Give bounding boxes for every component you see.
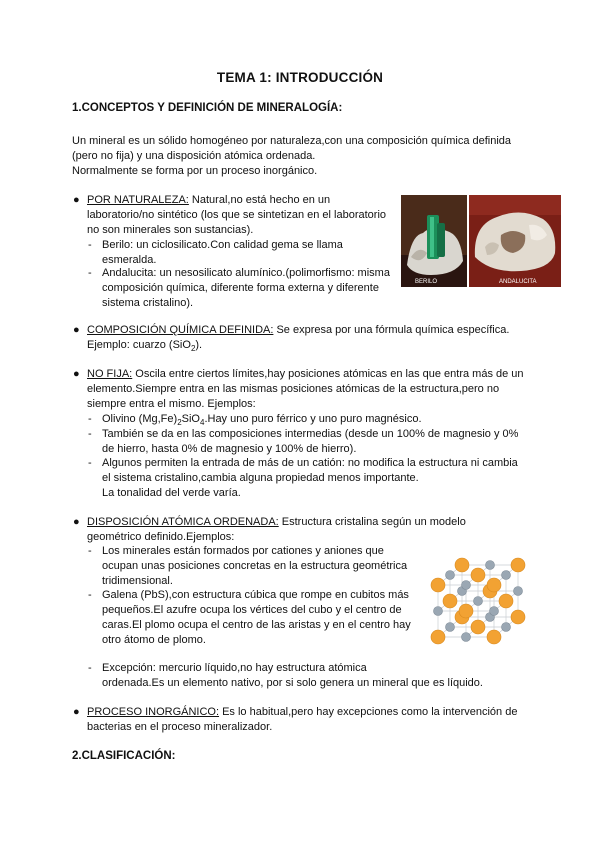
bullet-icon: ● <box>73 194 80 206</box>
sulfur-atom <box>487 630 501 644</box>
sub-item-andalucita <box>102 266 402 311</box>
sulfur-atom <box>455 558 469 572</box>
bullet-icon: ● <box>73 324 80 336</box>
sulfur-atom <box>499 594 513 608</box>
disposicion-block <box>87 515 507 545</box>
sub-item-intermedias <box>102 427 552 457</box>
sulfur-atom <box>443 594 457 608</box>
intro-line: (pero no fija) y una disposición atómica ordenada. <box>72 150 316 162</box>
sub-item-line: tridimensional. <box>102 575 173 587</box>
dash-icon: - <box>88 545 92 557</box>
sub-item-line: También se da en las composiciones intermedias (desde un 100% de magnesio y 0% <box>102 428 519 440</box>
sub-item-line: sistema cristalino). <box>102 297 194 309</box>
composicion-text: ). <box>195 339 203 351</box>
naturaleza-label: POR NATURALEZA: <box>87 194 189 206</box>
page-title: TEMA 1: INTRODUCCIÓN <box>216 70 384 85</box>
sub-item-berilo <box>102 238 402 268</box>
dash-icon: - <box>88 662 92 674</box>
bullet-icon: ● <box>73 706 80 718</box>
sulfur-atom <box>511 610 525 624</box>
sulfur-atom <box>431 630 445 644</box>
intro-paragraph <box>72 134 532 179</box>
section-heading-1: 1.CONCEPTOS Y DEFINICIÓN DE MINERALOGÍA: <box>72 102 343 114</box>
sub-item-cationes <box>102 544 432 589</box>
lead-atom <box>514 587 523 596</box>
nofija-text: Oscila entre ciertos límites,hay posiciones atómicas en las que entra más de un <box>132 368 524 380</box>
sub-item-line: Galena (PbS),con estructura cúbica que rompe en cubitos más <box>102 589 409 601</box>
lead-atom <box>446 571 455 580</box>
sub-item-mercurio <box>102 661 542 691</box>
sub-item-text: Olivino (Mg,Fe) <box>102 413 178 425</box>
sub-item-line: Andalucita: un nesosilicato alumínico.(polimorfismo: misma <box>102 267 390 279</box>
nofija-text: siempre entra el mismo. Ejemplos: <box>87 398 256 410</box>
mineral-photos-graphic <box>401 195 561 287</box>
sulfur-atom <box>471 620 485 634</box>
sub-item-line: La tonalidad del verde varía. <box>102 487 241 499</box>
sub-item-line: pequeños.El azufre ocupa los vértices del cubo y el centro de <box>102 604 402 616</box>
lead-atom <box>462 633 471 642</box>
naturaleza-text: laboratorio/no sintético (los que se sintetizan en el laboratorio <box>87 209 387 221</box>
subscript: 2 <box>190 344 196 354</box>
sub-item-text: .Hay uno puro férrico y uno puro magnésico. <box>204 413 422 425</box>
sub-item-line: caras.El plomo ocupa el centro de las aristas y en el centro hay <box>102 619 411 631</box>
mineral-photos <box>401 195 561 287</box>
section-heading-2: 2.CLASIFICACIÓN: <box>72 750 176 762</box>
intro-line: Un mineral es un sólido homogéneo por naturaleza,con una composición química definida <box>72 135 512 147</box>
sub-item-line: ocupan unas posiciones concretas en la estructura geométrica <box>102 560 408 572</box>
photo-label-berilo: BERILO <box>415 279 438 285</box>
dash-icon: - <box>88 589 92 601</box>
composicion-label: COMPOSICIÓN QUÍMICA DEFINIDA: <box>87 324 274 336</box>
sub-item-line: esmeralda. <box>102 254 157 266</box>
sulfur-atom <box>431 578 445 592</box>
sulfur-atom <box>511 558 525 572</box>
sub-item-line: Berilo: un ciclosilicato.Con calidad gema se llama <box>102 239 343 251</box>
lead-atom <box>490 607 499 616</box>
disposicion-text: geométrico definido.Ejemplos: <box>87 531 235 543</box>
sub-item-line: el sistema cristalino,cambia alguna propiedad menos importante. <box>102 472 419 484</box>
sub-item-line: composición química, diferente forma externa y diferente <box>102 282 379 294</box>
subscript: 2 <box>177 418 182 428</box>
naturaleza-text: Natural,no está hecho en un <box>188 194 331 206</box>
disposicion-label: DISPOSICIÓN ATÓMICA ORDENADA: <box>87 516 279 528</box>
nofija-block <box>87 367 557 412</box>
subscript: 4 <box>199 418 205 428</box>
lead-atom <box>462 581 471 590</box>
lead-atom <box>446 623 455 632</box>
sub-item-line: ordenada.Es un elemento nativo, por si solo genera un mineral que es líquido. <box>102 677 483 689</box>
lead-atom <box>486 561 495 570</box>
sub-item-text: SiO <box>181 413 200 425</box>
sub-item-line: Algunos permiten la entrada de más de un catión: no modifica la estructura ni cambia <box>102 457 518 469</box>
sub-item-line: otro átomo de plomo. <box>102 634 206 646</box>
sub-item-line: Los minerales están formados por cationes y aniones que <box>102 545 384 557</box>
lead-atom <box>434 607 443 616</box>
sub-item-line: Excepción: mercurio líquido,no hay estructura atómica <box>102 662 367 674</box>
dash-icon: - <box>88 267 92 279</box>
lead-atom <box>502 623 511 632</box>
composicion-block <box>87 323 547 353</box>
composicion-text: Se expresa por una fórmula química específica. <box>273 324 510 336</box>
naturaleza-block <box>87 193 397 238</box>
bullet-icon: ● <box>73 516 80 528</box>
dash-icon: - <box>88 239 92 251</box>
proceso-block <box>87 705 557 735</box>
photo-label-andalucita: ANDALUCITA <box>499 279 537 285</box>
sub-item-line: de hierro, hasta 0% de magnesio y 100% de hierro). <box>102 443 357 455</box>
dash-icon: - <box>88 428 92 440</box>
proceso-label: PROCESO INORGÁNICO: <box>87 706 220 718</box>
nofija-text: elemento.Siempre entra en las mismas posiciones atómicas de la estructura,pero no <box>87 383 500 395</box>
dash-icon: - <box>88 457 92 469</box>
dash-icon: - <box>88 413 92 425</box>
sulfur-atom <box>471 568 485 582</box>
proceso-text: Es lo habitual,pero hay excepciones como la intervención de <box>219 706 518 718</box>
sulfur-atom <box>487 578 501 592</box>
galena-structure-diagram <box>424 545 564 665</box>
sulfur-atom <box>459 604 473 618</box>
naturaleza-text: no son minerales son sustancias). <box>87 224 254 236</box>
bullet-icon: ● <box>73 368 80 380</box>
disposicion-text: Estructura cristalina según un modelo <box>278 516 466 528</box>
lead-atom <box>474 597 483 606</box>
galena-lattice-graphic <box>424 545 564 665</box>
sub-item-olivino <box>102 412 552 427</box>
sub-item-galena <box>102 588 432 648</box>
intro-line: Normalmente se forma por un proceso inorgánico. <box>72 165 318 177</box>
nofija-label: NO FIJA: <box>87 368 133 380</box>
composicion-text: Ejemplo: cuarzo (SiO <box>87 339 191 351</box>
sub-item-cation <box>102 456 552 501</box>
proceso-text: bacterias en el proceso mineralizador. <box>87 721 273 733</box>
lead-atom <box>502 571 511 580</box>
